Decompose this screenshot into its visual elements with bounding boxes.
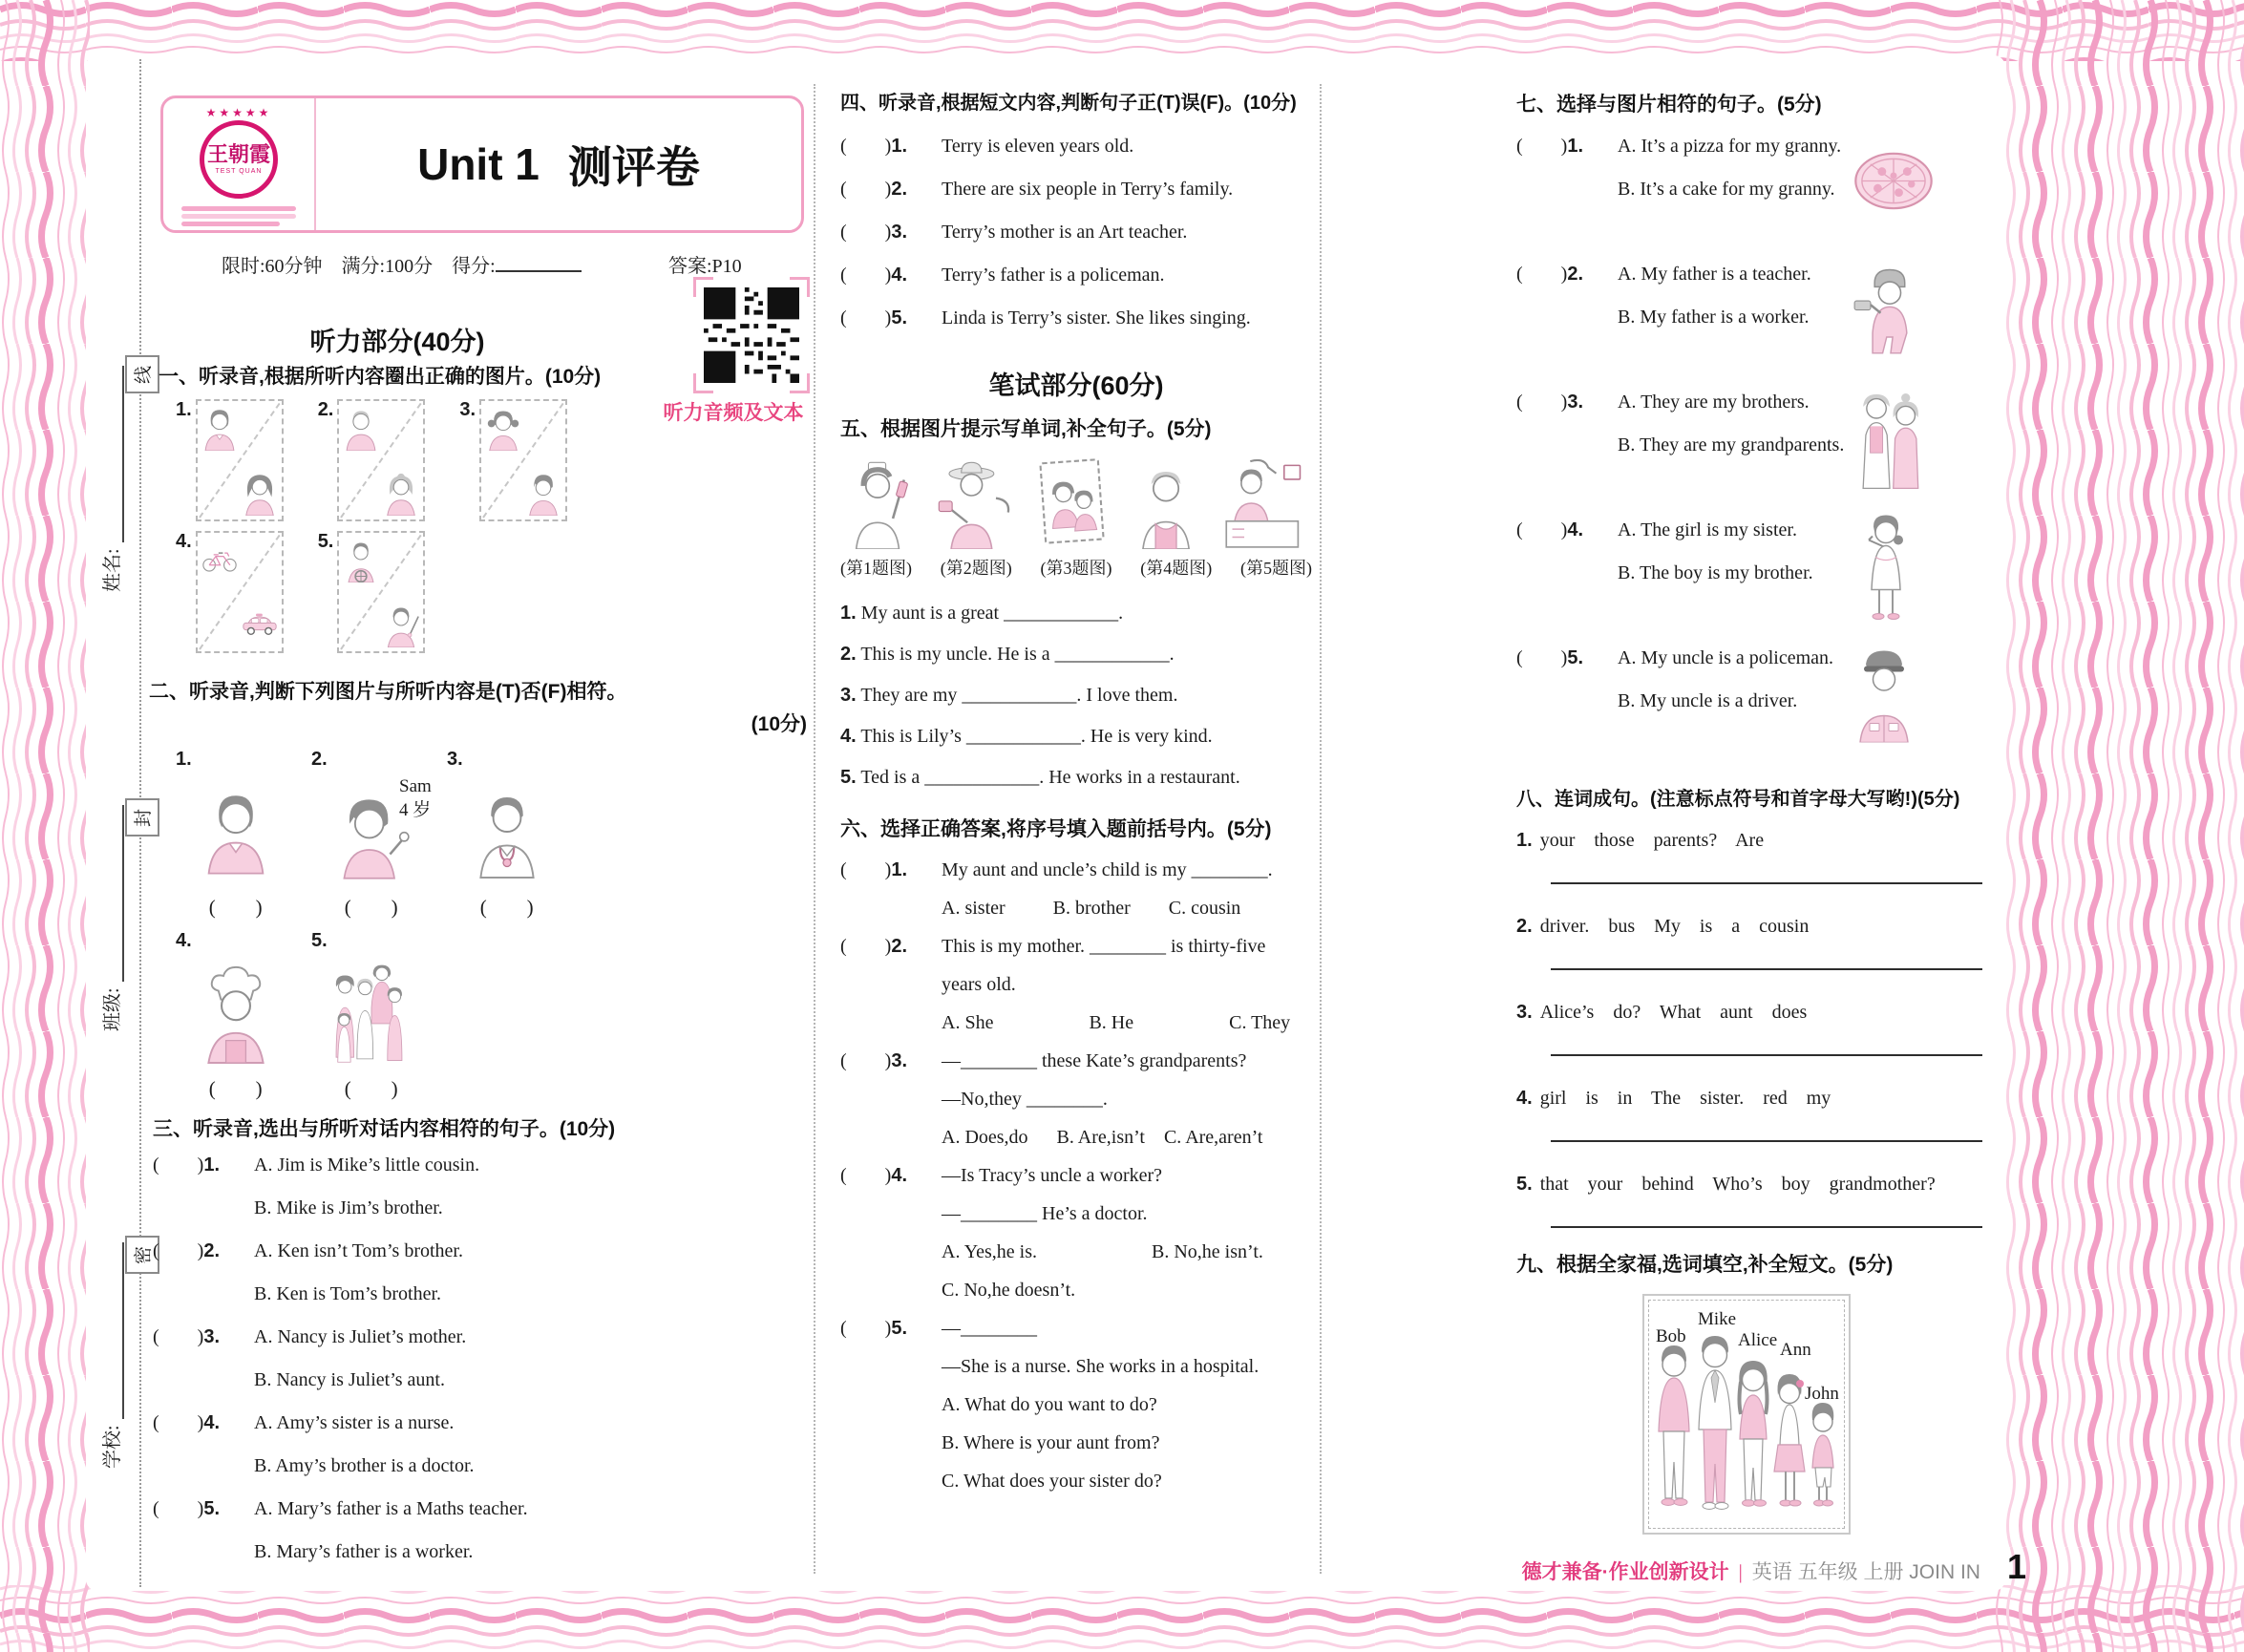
option-b: B. My uncle is a driver.: [1618, 690, 1798, 712]
answer-paren[interactable]: ( ): [840, 1317, 892, 1339]
question-item: 3. Alice’s do? What aunt does: [1516, 993, 1994, 1031]
option-b: B. Mary’s father is a worker.: [254, 1541, 474, 1563]
question-text-2: —She is a nurse. She works in a hospital.: [942, 1355, 1260, 1377]
question-item: [311, 930, 416, 1101]
option-b: B. It’s a cake for my granny.: [1618, 179, 1835, 201]
item-number: 1.: [176, 749, 192, 770]
grandpa-illustration: [1133, 461, 1199, 549]
paper-title: [316, 98, 801, 230]
question-item: ( )5. —________: [840, 1309, 1312, 1347]
options-row[interactable]: C. What does your sister do?: [942, 1470, 1162, 1492]
picture-caption: (第2题图): [940, 559, 1012, 579]
scrambled-words: girl is in The sister. red my: [1539, 1088, 1831, 1110]
choice-box[interactable]: [337, 399, 425, 521]
options-row[interactable]: A. sister B. brother C. cousin: [942, 897, 1241, 919]
header-box: [160, 95, 804, 233]
question-item: ( )5. A. Mary’s father is a Maths teacher.: [153, 1488, 807, 1531]
question-item: ( )1. Terry is eleven years old.: [840, 125, 1312, 168]
answer-paren[interactable]: ( ): [840, 307, 892, 328]
option-b: B. Ken is Tom’s brother.: [254, 1283, 442, 1305]
question-item: [318, 399, 426, 521]
question-item: ( )3. Terry’s mother is an Art teacher.: [840, 211, 1312, 254]
question-item: ( )5. A. My uncle is a policeman. B. My uncle is a driver.: [1516, 637, 1994, 765]
statement: There are six people in Terry’s family.: [942, 179, 1234, 200]
cook-at-counter-illustration: [1220, 457, 1306, 549]
qr-caption: 听力音频及文本: [663, 402, 804, 424]
answer-paren[interactable]: ( ): [1516, 264, 1568, 286]
question-item: [311, 749, 432, 920]
options-row[interactable]: A. Yes,he is. B. No,he isn’t.: [942, 1240, 1263, 1262]
taxi-illustration: [241, 602, 279, 647]
seal-field-name: [95, 288, 124, 592]
girl-illustration: [484, 405, 522, 451]
answer-paren[interactable]: ( ): [153, 1412, 204, 1434]
column-divider-1: [814, 84, 815, 1574]
question-item: 5. that your behind Who’s boy grandmother?: [1516, 1165, 1994, 1203]
question-item: 2. driver. bus My is a cousin: [1516, 907, 1994, 945]
pizza-illustration: [1852, 147, 1935, 233]
choice-box[interactable]: [337, 531, 425, 653]
item-number: 5.: [317, 531, 334, 552]
bicycle-illustration: [201, 537, 239, 582]
name-label: Ann: [1780, 1339, 1811, 1360]
answer-line[interactable]: [1551, 966, 1982, 970]
answer-line[interactable]: [1551, 880, 1982, 884]
logo-badge: [163, 98, 316, 230]
question-text: —________ these Kate’s grandparents?: [942, 1049, 1247, 1071]
statement: Linda is Terry’s sister. She likes singing.: [942, 307, 1251, 328]
question-item: ( )5. Linda is Terry’s sister. She likes singing.: [840, 297, 1312, 340]
score-label: 得分:: [452, 256, 496, 277]
question-item: ( )3. —________ these Kate’s grandparents?: [840, 1042, 1312, 1080]
seal-field-class: [95, 728, 124, 1031]
answer-paren[interactable]: ( ): [840, 222, 892, 243]
answer-paren[interactable]: ( ): [479, 896, 534, 919]
statement: Terry is eleven years old.: [942, 136, 1134, 157]
section-2-row-1: [176, 749, 552, 920]
column-divider-2: [1320, 84, 1322, 1574]
farmer-illustration: [935, 457, 1016, 549]
option-a: A. Nancy is Juliet’s mother.: [254, 1326, 467, 1348]
fill-sentence[interactable]: 5. Ted is a ____________. He works in a restaurant.: [840, 767, 1240, 789]
name-label: Bob: [1656, 1325, 1686, 1346]
question-text: —________: [942, 1317, 1037, 1339]
choice-box[interactable]: [196, 399, 284, 521]
question-text-2: —No,they ________.: [942, 1088, 1108, 1110]
seal-school-blank: [101, 1242, 124, 1419]
listening-part-title: 听力部分(40分): [309, 328, 485, 356]
question-item: [176, 930, 281, 1101]
answer-paren[interactable]: ( ): [1516, 392, 1568, 413]
question-item: ( )2. There are six people in Terry’s family.: [840, 168, 1312, 211]
item-number: 2.: [317, 399, 334, 420]
item-number: 5.: [311, 930, 328, 951]
family-photo: [1642, 1294, 1851, 1535]
section-1-row-2: [176, 531, 425, 653]
choice-box[interactable]: [479, 399, 567, 521]
question-item: [459, 399, 567, 521]
seal-label-class: 班级:: [102, 987, 123, 1031]
worker-with-drill-illustration: [1852, 264, 1929, 372]
section-9-title: 九、根据全家福,选词填空,补全短文。(5分): [1516, 1254, 1894, 1277]
answer-paren[interactable]: ( ): [840, 1049, 892, 1071]
name-label: Alice: [1738, 1329, 1778, 1350]
section-6-title: 六、选择正确答案,将序号填入题前括号内。(5分): [840, 818, 1272, 841]
picture-caption: (第1题图): [840, 559, 912, 579]
option-b: B. The boy is my brother.: [1618, 562, 1813, 584]
logo-waves: [181, 203, 296, 226]
section-2-title: 二、听录音,判断下列图片与所听内容是(T)否(F)相符。: [149, 681, 627, 703]
question-item: ( )2. This is my mother. ________ is thirty-five: [840, 927, 1312, 965]
teacher-illustration: [382, 602, 420, 647]
statement: Terry’s mother is an Art teacher.: [942, 222, 1188, 243]
question-item: ( )3. A. Nancy is Juliet’s mother.: [153, 1316, 807, 1359]
section-5-captions: [840, 555, 1312, 580]
question-item: 1. your those parents? Are: [1516, 821, 1994, 859]
answer-paren[interactable]: ( ): [840, 858, 892, 880]
page-number: 1: [2006, 1547, 2026, 1586]
question-item: ( )4. Terry’s father is a policeman.: [840, 254, 1312, 297]
question-item: [447, 749, 552, 920]
question-item: [176, 749, 281, 920]
answer-paren[interactable]: ( ): [840, 1164, 892, 1186]
driver-illustration: [342, 537, 380, 582]
score-blank: [496, 251, 582, 272]
paper-type: 测评卷: [567, 142, 700, 192]
seal-field-school: [95, 1165, 124, 1469]
section-3: [153, 1115, 807, 1574]
option-a: A. They are my brothers.: [1618, 392, 1810, 413]
options-row[interactable]: A. What do you want to do?: [942, 1393, 1157, 1415]
item-number: 3.: [459, 399, 476, 420]
section-3-title: 三、听录音,选出与所听对话内容相符的句子。(10分): [153, 1118, 616, 1140]
question-item: [176, 399, 284, 521]
picture-caption: (第5题图): [1240, 559, 1312, 579]
picture-caption: (第4题图): [1140, 559, 1213, 579]
answer-paren[interactable]: ( ): [153, 1240, 204, 1262]
item-number: 1.: [176, 399, 192, 420]
logo-circle: [200, 120, 278, 199]
family-photo-illustration: [1037, 457, 1111, 549]
man-illustration: [196, 749, 276, 892]
footer-separator: |: [1738, 1560, 1743, 1583]
answer-ref: 答案:P10: [668, 256, 742, 277]
man-illustration: [201, 405, 239, 451]
scrambled-words: that your behind Who’s boy grandmother?: [1539, 1174, 1936, 1196]
answer-paren[interactable]: ( ): [344, 1077, 398, 1100]
woman-illustration: [241, 470, 279, 516]
question-text-2: —________ He’s a doctor.: [942, 1202, 1148, 1224]
answer-paren[interactable]: ( ): [1516, 136, 1568, 158]
footer-info: 英语 五年级 上册 JOIN IN: [1751, 1561, 1980, 1583]
question-item: ( )3. A. They are my brothers. B. They are my grandparents.: [1516, 381, 1994, 509]
family-group-illustration: [331, 930, 412, 1073]
question-item: ( )4. A. The girl is my sister. B. The boy is my brother.: [1516, 509, 1994, 637]
column-right: [1516, 86, 1994, 1535]
question-item: [176, 531, 284, 653]
grandpa-illustration: [342, 405, 380, 451]
fill-sentence[interactable]: 1. My aunt is a great ____________.: [840, 603, 1124, 625]
logo-sub: TEST QUAN: [215, 167, 263, 175]
logo-stars: ★★★★★: [205, 105, 272, 119]
question-item: ( )4. —Is Tracy’s uncle a worker?: [840, 1156, 1312, 1195]
fill-sentence[interactable]: 4. This is Lily’s ____________. He is very kind.: [840, 726, 1213, 748]
question-item: ( )1. A. It’s a pizza for my granny. B. It’s a cake for my granny.: [1516, 125, 1994, 253]
doctor-illustration: [467, 749, 547, 892]
option-a: A. It’s a pizza for my granny.: [1618, 136, 1842, 158]
answer-paren[interactable]: ( ): [1516, 647, 1568, 669]
logo-brand: 王朝霞: [206, 141, 270, 166]
scrambled-words: Alice’s do? What aunt does: [1539, 1002, 1808, 1024]
question-item: ( )2. A. My father is a teacher. B. My father is a worker.: [1516, 253, 1994, 381]
item-number: 4.: [176, 531, 192, 552]
seal-label-name: 姓名:: [102, 548, 123, 592]
cook-illustration: [196, 930, 276, 1073]
column-left: [149, 86, 807, 1580]
section-5-pictures: [840, 454, 1312, 549]
fill-sentence[interactable]: 3. They are my ____________. I love them.: [840, 685, 1178, 707]
question-text-2: years old.: [942, 973, 1016, 995]
section-1-title: 一、听录音,根据所听内容圈出正确的图片。(10分): [159, 366, 602, 388]
answer-paren[interactable]: ( ): [840, 935, 892, 957]
answer-line[interactable]: [1551, 1224, 1982, 1228]
scrambled-words: driver. bus My is a cousin: [1539, 916, 1810, 938]
answer-paren[interactable]: ( ): [153, 1154, 204, 1176]
seal-class-blank: [101, 805, 124, 982]
option-b: B. Amy’s brother is a doctor.: [254, 1455, 475, 1477]
picture-note: [399, 775, 432, 822]
column-middle: [840, 84, 1312, 1500]
nurse-illustration: [846, 457, 913, 549]
question-text: My aunt and uncle’s child is my ________.: [942, 858, 1273, 880]
written-part-title: 笔试部分(60分): [988, 371, 1164, 400]
answer-paren[interactable]: ( ): [840, 265, 892, 286]
answer-paren[interactable]: ( ): [153, 1498, 204, 1520]
item-number: 3.: [447, 749, 463, 770]
answer-paren[interactable]: ( ): [1516, 519, 1568, 541]
item-number: 2.: [311, 749, 328, 770]
question-item: [318, 531, 426, 653]
options-row[interactable]: A. She B. He C. They: [942, 1011, 1291, 1033]
question-text: This is my mother. ________ is thirty-five: [942, 935, 1266, 957]
answer-paren[interactable]: ( ): [840, 136, 892, 157]
seal-name-blank: [101, 366, 124, 542]
seal-char-3: 密: [134, 1245, 155, 1264]
footer-brand: 德才兼备·作业创新设计: [1521, 1561, 1729, 1583]
item-number: 4.: [176, 930, 192, 951]
option-b: B. Mike is Jim’s brother.: [254, 1197, 443, 1219]
question-item: ( )1. My aunt and uncle’s child is my ________.: [840, 851, 1312, 889]
option-a: A. Mary’s father is a Maths teacher.: [254, 1498, 528, 1520]
policeman-illustration: [1852, 644, 1916, 759]
option-a: A. My father is a teacher.: [1618, 264, 1811, 286]
option-b: B. My father is a worker.: [1618, 307, 1810, 328]
answer-paren[interactable]: ( ): [208, 896, 263, 919]
section-2-score: (10分): [751, 713, 807, 735]
option-b: B. They are my grandparents.: [1618, 434, 1845, 456]
grandma-illustration: [382, 470, 420, 516]
section-8-title: 八、连词成句。(注意标点符号和首字母大写哟!)(5分): [1516, 789, 1960, 811]
choice-box[interactable]: [196, 531, 284, 653]
question-text: —Is Tracy’s uncle a worker?: [942, 1164, 1163, 1186]
options-row[interactable]: C. No,he doesn’t.: [942, 1279, 1076, 1301]
section-4-title: 四、听录音,根据短文内容,判断句子正(T)误(F)。(10分): [840, 93, 1297, 114]
answer-line[interactable]: [1551, 1052, 1982, 1056]
question-item: ( )2. A. Ken isn’t Tom’s brother.: [153, 1230, 807, 1273]
section-1-row-1: [176, 399, 567, 521]
full-score: 满分:100分: [341, 256, 434, 277]
page-footer: [1492, 1547, 2026, 1587]
name-label: John: [1805, 1383, 1839, 1404]
option-a: A. Jim is Mike’s little cousin.: [254, 1154, 480, 1176]
name-label: Mike: [1698, 1308, 1737, 1329]
answer-line[interactable]: [1551, 1138, 1982, 1142]
option-b: B. Nancy is Juliet’s aunt.: [254, 1369, 445, 1391]
note-name: Sam: [399, 776, 432, 796]
girl-pointing-illustration: [1852, 508, 1919, 639]
note-age: 4 岁: [399, 799, 432, 820]
option-a: A. Ken isn’t Tom’s brother.: [254, 1240, 463, 1262]
scrambled-words: your those parents? Are: [1539, 830, 1765, 852]
option-a: A. My uncle is a policeman.: [1618, 647, 1834, 669]
boy-illustration: [524, 470, 562, 516]
statement: Terry’s father is a policeman.: [942, 265, 1165, 286]
section-5-title: 五、根据图片提示写单词,补全句子。(5分): [840, 418, 1212, 440]
fill-sentence[interactable]: 2. This is my uncle. He is a ____________.: [840, 644, 1175, 666]
seal-char-1: 线: [134, 365, 155, 384]
option-a: A. The girl is my sister.: [1618, 519, 1797, 541]
grandparents-illustration: [1852, 384, 1927, 506]
answer-paren[interactable]: ( ): [208, 1077, 263, 1100]
question-item: 4. girl is in The sister. red my: [1516, 1079, 1994, 1117]
seal-label-school: 学校:: [102, 1425, 123, 1469]
section-2-row-2: [176, 930, 416, 1101]
picture-caption: (第3题图): [1040, 559, 1112, 579]
answer-paren[interactable]: ( ): [840, 179, 892, 200]
option-a: A. Amy’s sister is a nurse.: [254, 1412, 455, 1434]
time-limit: 限时:60分钟: [222, 256, 323, 277]
question-item: ( )1. A. Jim is Mike’s little cousin.: [153, 1144, 807, 1187]
answer-paren[interactable]: ( ): [344, 896, 398, 919]
question-item: ( )4. A. Amy’s sister is a nurse.: [153, 1402, 807, 1445]
options-row[interactable]: B. Where is your aunt from?: [942, 1431, 1160, 1453]
answer-paren[interactable]: ( ): [153, 1326, 204, 1348]
seal-char-2: 封: [134, 808, 155, 827]
section-7-title: 七、选择与图片相符的句子。(5分): [1516, 94, 1822, 116]
options-row[interactable]: A. Does,do B. Are,isn’t C. Are,aren’t: [942, 1126, 1263, 1148]
unit-title: Unit 1: [417, 139, 540, 189]
